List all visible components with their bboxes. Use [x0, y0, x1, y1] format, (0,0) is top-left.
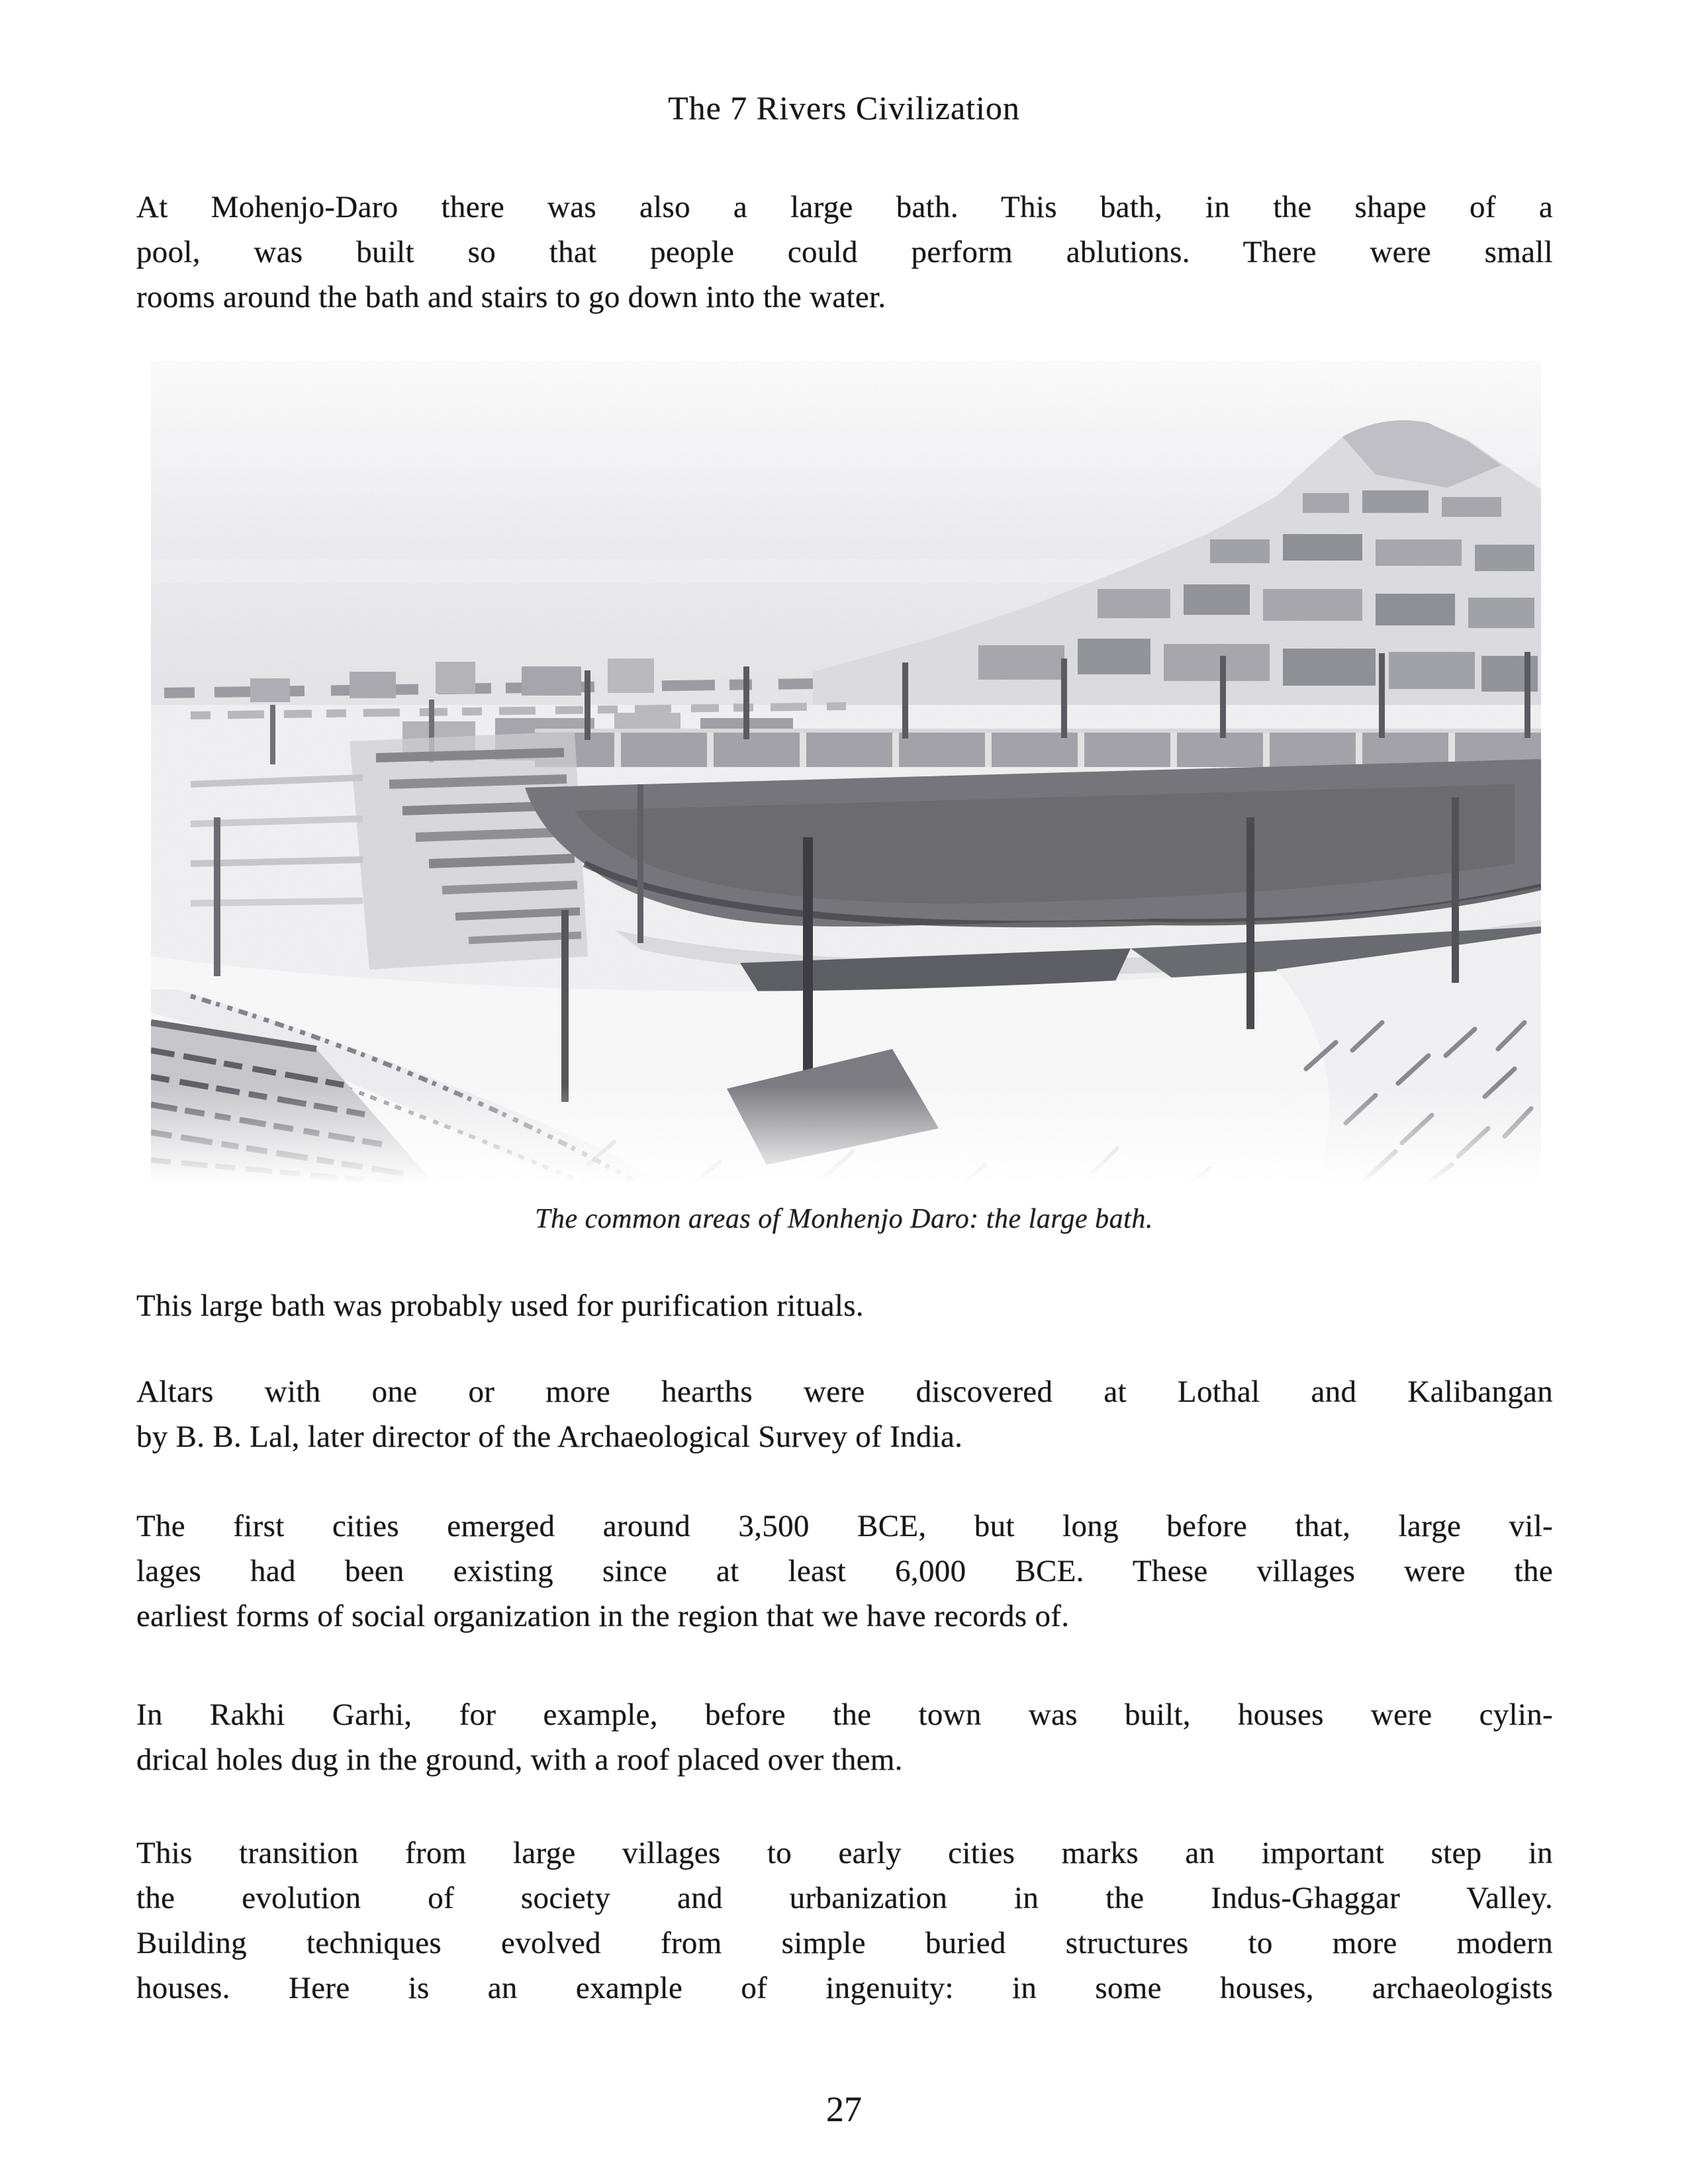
paragraph — [136, 1831, 1553, 2011]
page-number: 27 — [826, 2089, 862, 2129]
paragraph — [136, 185, 1553, 320]
text-line: the evolution of society and urbanization in the Indus-Ghaggar Valley. — [136, 1881, 1553, 1915]
bath-photo-illustration — [151, 361, 1541, 1185]
paragraph — [136, 1504, 1553, 1639]
photo-bottom-fade — [151, 1085, 1541, 1185]
paragraph — [136, 1692, 1553, 1782]
text-line: This transition from large villages to early cities marks an important step in — [136, 1836, 1553, 1870]
text-line: At Mohenjo-Daro there was also a large bath. This bath, in the shape of a — [136, 190, 1553, 224]
text-line: drical holes dug in the ground, with a roof placed over them. — [136, 1743, 903, 1777]
photo-grain — [151, 361, 1541, 1185]
text-line: Building techniques evolved from simple buried structures to more modern — [136, 1926, 1553, 1960]
paragraph — [136, 1369, 1553, 1459]
photo-caption: The common areas of Monhenjo Daro: the large bath. — [535, 1204, 1153, 1234]
text-line: Altars with one or more hearths were discovered at Lothal and Kalibangan — [136, 1375, 1553, 1409]
text-line: houses. Here is an example of ingenuity: in some houses, archaeologists — [136, 1971, 1553, 2005]
bath-photo — [151, 361, 1541, 1185]
text-line: by B. B. Lal, later director of the Archaeological Survey of India. — [136, 1420, 963, 1454]
paragraph — [136, 1283, 1553, 1328]
text-line: This large bath was probably used for purification rituals. — [136, 1289, 864, 1323]
text-line: earliest forms of social organization in the region that we have records of. — [136, 1599, 1070, 1633]
text-line: In Rakhi Garhi, for example, before the town was built, houses were cylin- — [136, 1698, 1553, 1732]
page-title: The 7 Rivers Civilization — [668, 89, 1020, 126]
text-line: pool, was built so that people could perform ablutions. There were small — [136, 235, 1553, 269]
text-line: rooms around the bath and stairs to go down into the water. — [136, 280, 886, 314]
text-line: The first cities emerged around 3,500 BCE, but long before that, large vil- — [136, 1509, 1553, 1543]
text-line: lages had been existing since at least 6,000 BCE. These villages were the — [136, 1554, 1553, 1588]
